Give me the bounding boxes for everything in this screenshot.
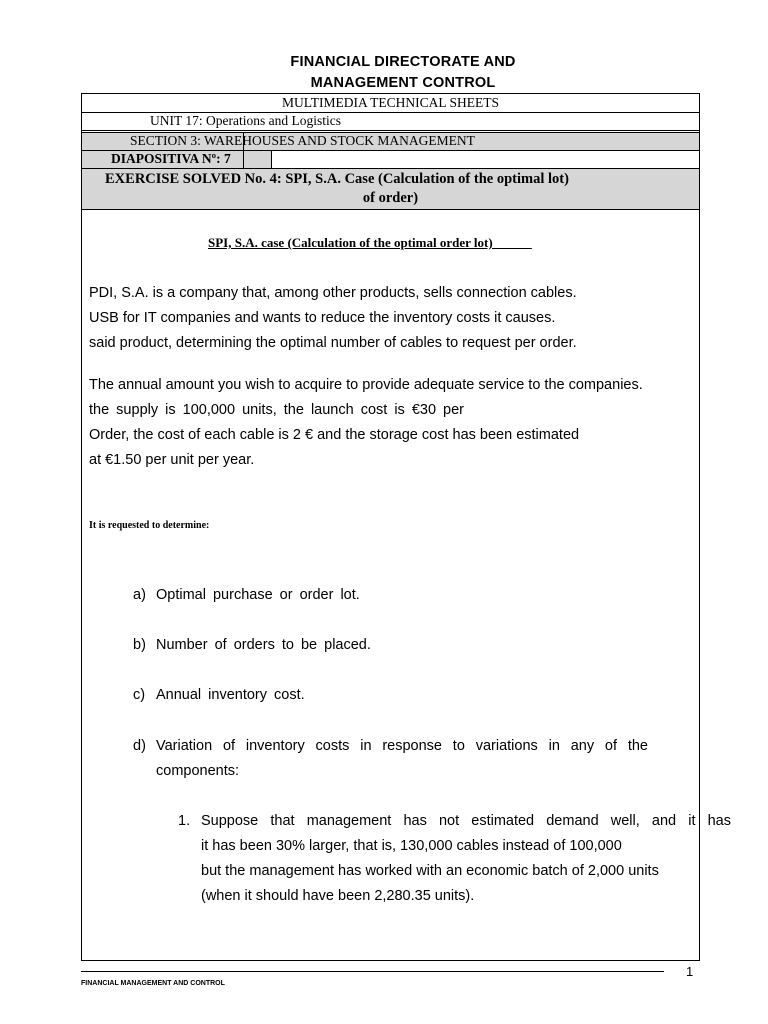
item-marker: d) <box>133 738 146 754</box>
requested-label: It is requested to determine: <box>89 520 210 531</box>
item-text: Annual inventory cost. <box>156 687 305 703</box>
paragraph-line: the supply is 100,000 units, the launch cost is €30 per <box>89 402 464 418</box>
paragraph-line: at €1.50 per unit per year. <box>89 452 255 468</box>
section-label: SECTION 3: WAREHOUSES AND STOCK MANAGEMENT <box>130 133 475 148</box>
item-text-continued: components: <box>156 763 240 779</box>
slide-number-label: DIAPOSITIVA Nº: 7 <box>111 151 231 166</box>
footer-label: FINANCIAL MANAGEMENT AND CONTROL <box>81 980 225 987</box>
subitem-line: Suppose that management has not estimated demand well, and it has <box>201 813 731 829</box>
item-marker: b) <box>133 637 146 653</box>
document-title-line1: FINANCIAL DIRECTORATE AND <box>290 54 516 70</box>
footer-rule <box>81 971 664 972</box>
subitem-marker: 1. <box>178 813 191 829</box>
page-number: 1 <box>686 964 694 979</box>
subitem-line: it has been 30% larger, that is, 130,000 cables instead of 100,000 <box>201 838 622 854</box>
case-title: SPI, S.A. case (Calculation of the optimal order lot)______ <box>208 235 532 250</box>
multimedia-sheets-label: MULTIMEDIA TECHNICAL SHEETS <box>281 95 499 110</box>
item-text: Number of orders to be placed. <box>156 637 371 653</box>
document-title-line2: MANAGEMENT CONTROL <box>310 75 496 91</box>
paragraph-line: PDI, S.A. is a company that, among other products, sells connection cables. <box>89 285 577 301</box>
exercise-title-line2: of order) <box>362 190 419 206</box>
subitem-line: but the management has worked with an economic batch of 2,000 units <box>201 863 659 879</box>
item-text: Variation of inventory costs in response to variations in any of the <box>156 738 648 754</box>
paragraph-line: The annual amount you wish to acquire to provide adequate service to the companies. <box>89 377 643 393</box>
paragraph-line: said product, determining the optimal number of cables to request per order. <box>89 335 577 351</box>
exercise-title-line1: EXERCISE SOLVED No. 4: SPI, S.A. Case (Calculation of the optimal lot) <box>105 171 569 187</box>
item-text: Optimal purchase or order lot. <box>156 587 360 603</box>
paragraph-line: USB for IT companies and wants to reduce the inventory costs it causes. <box>89 310 556 326</box>
subitem-line: (when it should have been 2,280.35 units). <box>201 888 475 904</box>
paragraph-line: Order, the cost of each cable is 2 € and the storage cost has been estimated <box>89 427 580 443</box>
item-marker: a) <box>133 587 146 603</box>
unit-label: UNIT 17: Operations and Logistics <box>150 113 341 128</box>
item-marker: c) <box>133 687 146 703</box>
